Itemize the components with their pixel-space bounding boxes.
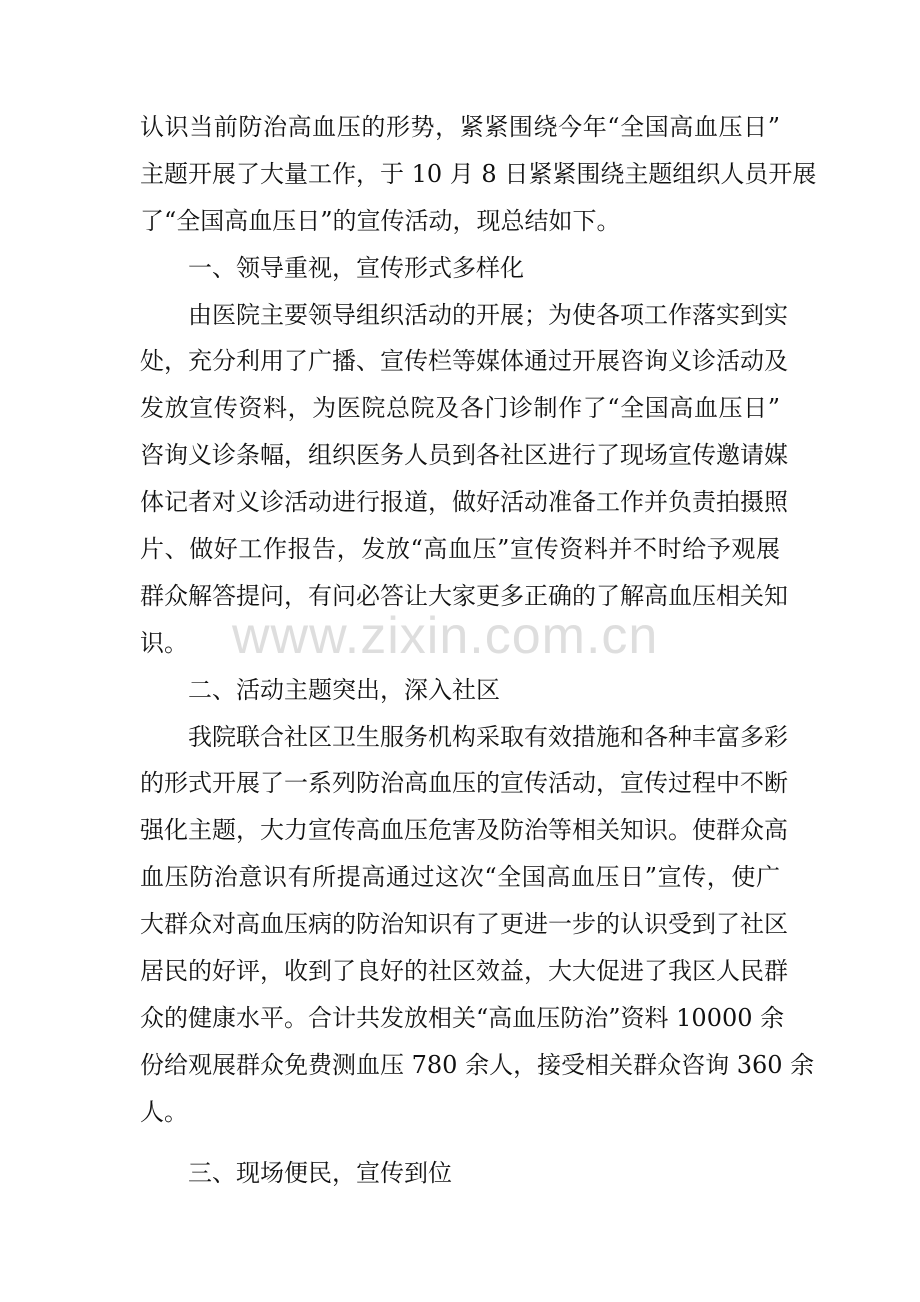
section-heading-3: 三、现场便民，宣传到位 — [188, 1158, 452, 1187]
text-line: 强化主题，大力宣传高血压危害及防治等相关知识。使群众高 — [140, 816, 788, 845]
text-line: 人。 — [140, 1097, 188, 1126]
paragraph-gap — [140, 1136, 780, 1150]
text-line: 居民的好评，收到了良好的社区效益，大大促进了我区人民群 — [140, 957, 788, 986]
text-line: 群众解答提问，有问必答让大家更多正确的了解高血压相关知 — [140, 581, 788, 610]
text-line: 体记者对义诊活动进行报道，做好活动准备工作并负责拍摄照 — [140, 488, 788, 517]
text-line: 我院联合社区卫生服务机构采取有效措施和各种丰富多彩 — [188, 722, 788, 751]
watermark: www.zixin.com.cn — [232, 607, 659, 665]
text-line: 由医院主要领导组织活动的开展；为使各项工作落实到实 — [188, 300, 788, 329]
text-line: 认识当前防治高血压的形势，紧紧围绕今年“全国高血压日” — [140, 113, 780, 141]
text-line: 识。 — [140, 628, 188, 657]
text-line: 咨询义诊条幅，组织医务人员到各社区进行了现场宣传邀请媒 — [140, 441, 788, 470]
text-line: 发放宣传资料，为医院总院及各门诊制作了“全国高血压日” — [140, 394, 780, 423]
text-line: 片、做好工作报告，发放“高血压”宣传资料并不时给予观展 — [140, 535, 780, 564]
text-line: 主题开展了大量工作，于 10 月 8 日紧紧围绕主题组织人员开展 — [140, 159, 817, 188]
text-line: 血压防治意识有所提高通过这次“全国高血压日”宣传，使广 — [140, 863, 780, 892]
section-heading-1: 一、领导重视，宣传形式多样化 — [188, 253, 524, 282]
text-line: 大群众对高血压病的防治知识有了更进一步的认识受到了社区 — [140, 910, 788, 939]
text-line: 份给观展群众免费测血压 780 余人，接受相关群众咨询 360 余 — [140, 1050, 815, 1079]
section-heading-2: 二、活动主题突出，深入社区 — [188, 675, 500, 704]
text-line: 处，充分利用了广播、宣传栏等媒体通过开展咨询义诊活动及 — [140, 347, 788, 376]
text-line: 的形式开展了一系列防治高血压的宣传活动，宣传过程中不断 — [140, 769, 788, 798]
text-line: 了“全国高血压日”的宣传活动，现总结如下。 — [140, 206, 621, 235]
text-line: 众的健康水平。合计共发放相关“高血压防治”资料 10000 余 — [140, 1003, 785, 1032]
